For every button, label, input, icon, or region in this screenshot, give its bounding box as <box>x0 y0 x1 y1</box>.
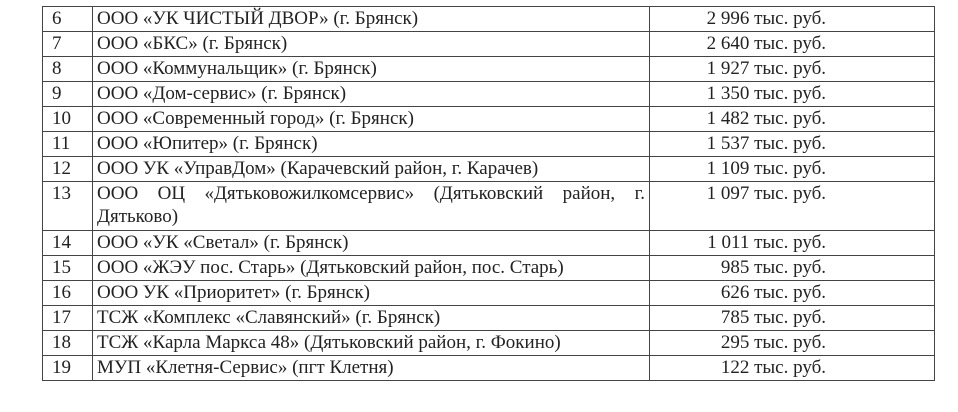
amount-value: 1 109 тыс. руб. <box>706 158 826 179</box>
amount-value: 1 482 тыс. руб. <box>706 108 826 129</box>
amount-value: 1 350 тыс. руб. <box>706 83 826 104</box>
amount-cell <box>650 331 935 356</box>
amount-cell <box>650 306 935 331</box>
organization-name: ООО «Дом-сервис» (г. Брянск) <box>93 82 650 107</box>
amount-cell <box>650 132 935 157</box>
amount-cell <box>650 281 935 306</box>
amount-cell <box>650 182 935 231</box>
organization-name: ООО «Юпитер» (г. Брянск) <box>93 132 650 157</box>
organization-name: ТСЖ «Комплекс «Славянский» (г. Брянск) <box>93 306 650 331</box>
amount-cell <box>650 157 935 182</box>
organization-name: ООО «БКС» (г. Брянск) <box>93 32 650 57</box>
amount-value: 985 тыс. руб. <box>720 257 826 278</box>
row-number: 17 <box>43 306 93 331</box>
table-row <box>43 331 935 356</box>
organization-name: ТСЖ «Карла Маркса 48» (Дятьковский район, г. Фокино) <box>93 331 650 356</box>
amount-cell <box>650 107 935 132</box>
amount-cell <box>650 82 935 107</box>
debt-table <box>42 6 935 381</box>
row-number: 11 <box>43 132 93 157</box>
row-number: 9 <box>43 82 93 107</box>
table-row <box>43 32 935 57</box>
amount-value: 2 640 тыс. руб. <box>706 33 826 54</box>
row-number: 14 <box>43 231 93 256</box>
amount-cell <box>650 7 935 32</box>
amount-value: 1 537 тыс. руб. <box>706 133 826 154</box>
row-number: 15 <box>43 256 93 281</box>
row-number: 10 <box>43 107 93 132</box>
row-number: 7 <box>43 32 93 57</box>
row-number: 8 <box>43 57 93 82</box>
amount-cell <box>650 231 935 256</box>
amount-value: 1 011 тыс. руб. <box>707 232 826 253</box>
row-number: 13 <box>43 182 93 231</box>
table-row <box>43 182 935 231</box>
amount-cell <box>650 57 935 82</box>
amount-cell <box>650 356 935 381</box>
organization-name: ООО «ЖЭУ пос. Старь» (Дятьковский район, пос. Старь) <box>93 256 650 281</box>
organization-name: ООО «УК ЧИСТЫЙ ДВОР» (г. Брянск) <box>93 7 650 32</box>
amount-value: 785 тыс. руб. <box>720 307 826 328</box>
table-row <box>43 7 935 32</box>
row-number: 19 <box>43 356 93 381</box>
table-row <box>43 57 935 82</box>
row-number: 16 <box>43 281 93 306</box>
table-row <box>43 356 935 381</box>
amount-value: 122 тыс. руб. <box>720 357 826 378</box>
amount-value: 1 927 тыс. руб. <box>706 58 826 79</box>
organization-name: ООО «УК «Светал» (г. Брянск) <box>93 231 650 256</box>
table-row <box>43 256 935 281</box>
table-row <box>43 231 935 256</box>
table-row <box>43 107 935 132</box>
organization-name: ООО ОЦ «Дятьковожилкомсервис» (Дятьковский район, г. Дятьково) <box>93 182 650 231</box>
amount-value: 626 тыс. руб. <box>720 282 826 303</box>
table-row <box>43 82 935 107</box>
amount-value: 295 тыс. руб. <box>720 332 826 353</box>
amount-value: 1 097 тыс. руб. <box>706 183 826 204</box>
organization-name: ООО «Современный город» (г. Брянск) <box>93 107 650 132</box>
amount-value: 2 996 тыс. руб. <box>706 8 826 29</box>
organization-name: ООО УК «Приоритет» (г. Брянск) <box>93 281 650 306</box>
organization-name: ООО «Коммунальщик» (г. Брянск) <box>93 57 650 82</box>
table-row <box>43 132 935 157</box>
table-row <box>43 306 935 331</box>
amount-cell <box>650 32 935 57</box>
table-row <box>43 281 935 306</box>
row-number: 12 <box>43 157 93 182</box>
organization-name: ООО УК «УправДом» (Карачевский район, г. Карачев) <box>93 157 650 182</box>
row-number: 6 <box>43 7 93 32</box>
table-row <box>43 157 935 182</box>
organization-name: МУП «Клетня-Сервис» (пгт Клетня) <box>93 356 650 381</box>
row-number: 18 <box>43 331 93 356</box>
amount-cell <box>650 256 935 281</box>
